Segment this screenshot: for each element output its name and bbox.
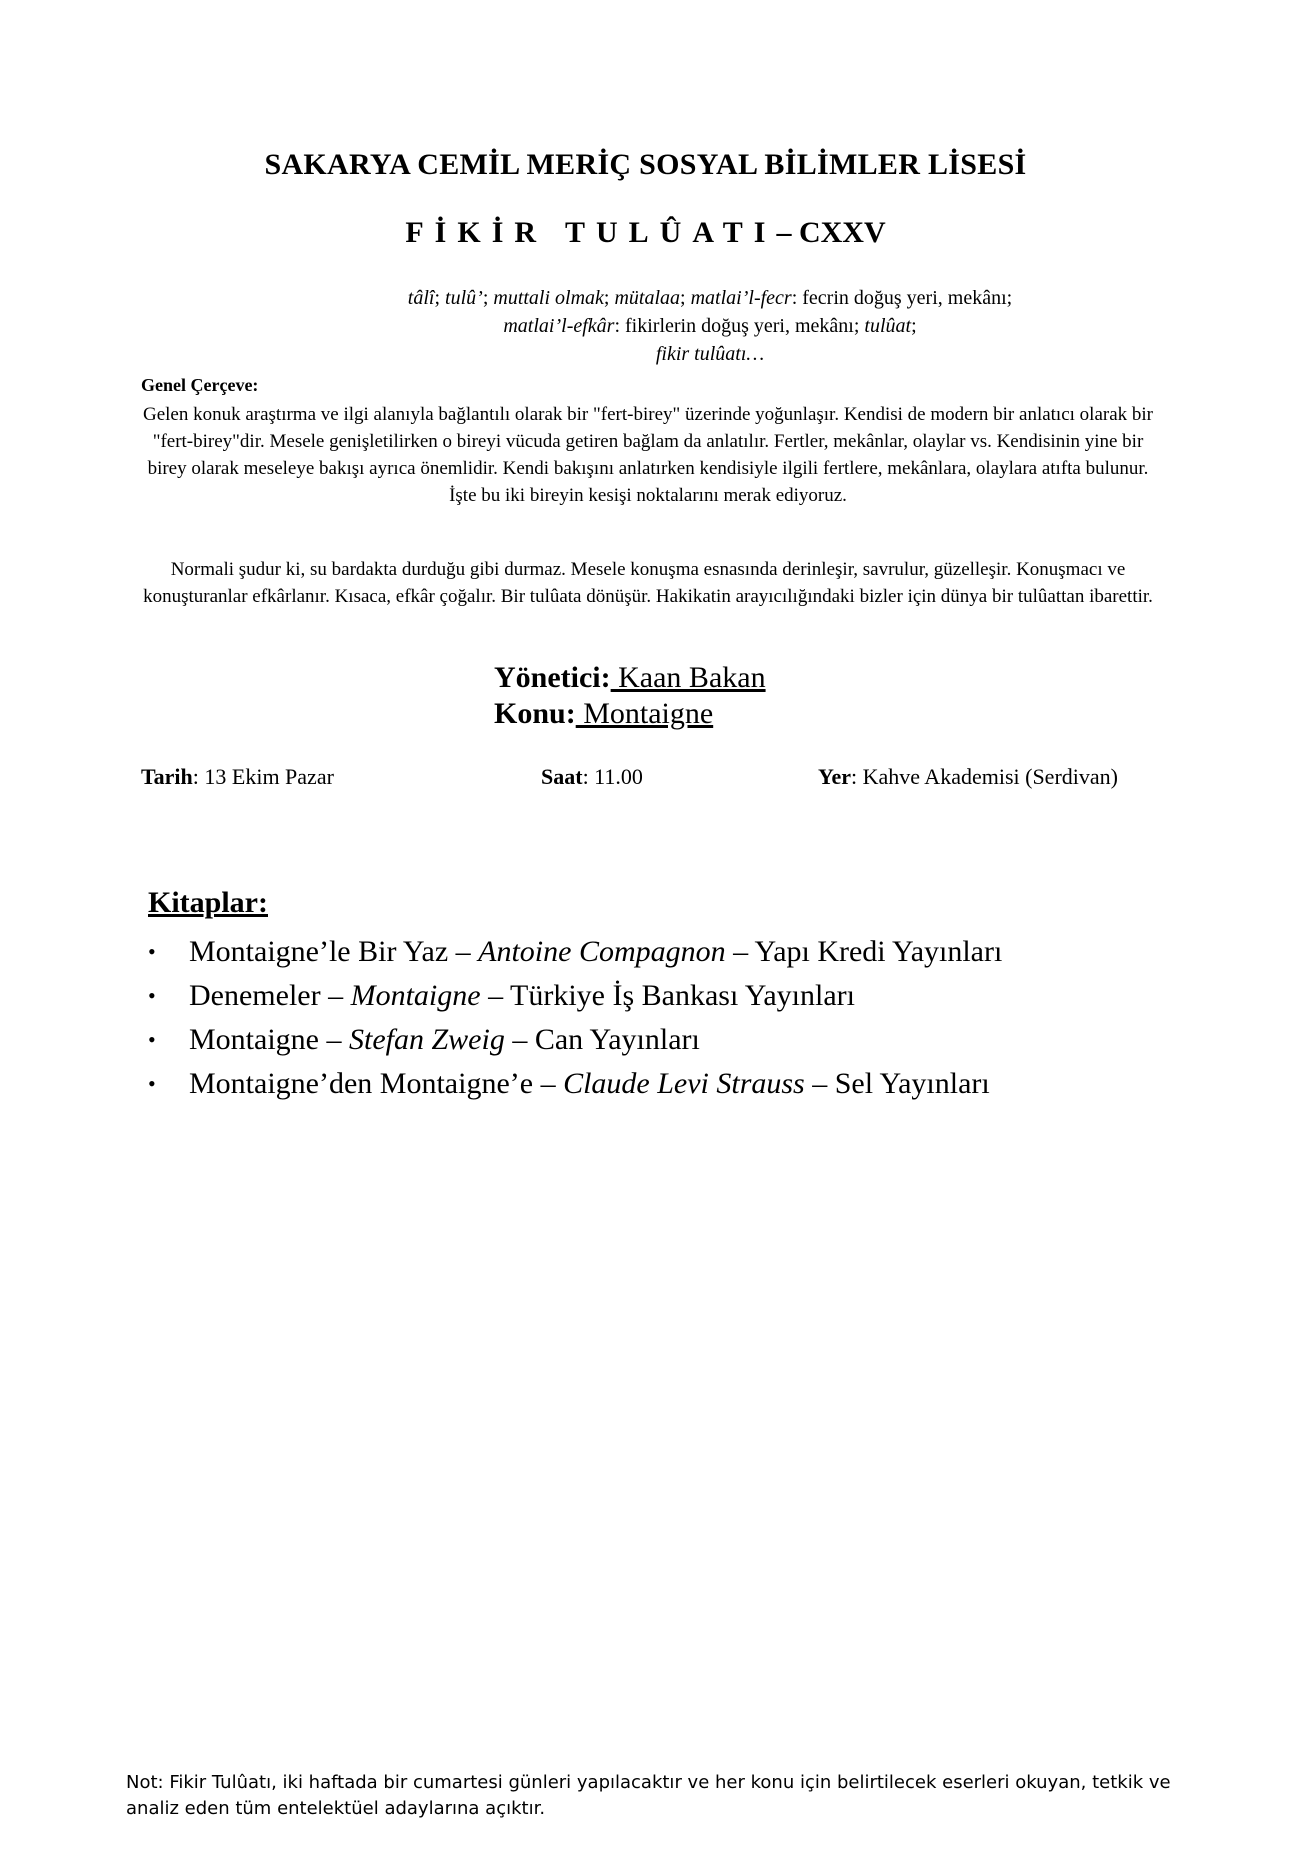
session-place [818,764,1118,790]
definition-line-3 [330,340,1090,368]
bullet-icon: • [148,1027,156,1052]
separator: ; [434,287,446,309]
school-name: SAKARYA CEMİL MERİÇ SOSYAL BİLİMLER LİSESİ [264,148,1027,181]
separator: : fikirlerin doğuş yeri, mekânı; [614,315,865,337]
book-item [148,930,1002,974]
frame-paragraph-1: Gelen konuk araştırma ve ilgi alanıyla bağlantılı olarak bir "fert-birey" üzerinde yoğunlaşır. Kendisi de modern bir anlatıcı olarak bir "fert-birey"dir. Mesele genişletilirken o bireyi vücuda getiren bağlam da anlatılır. Fertler, mekânlar, olaylar vs. Kendisinin yine bir birey olarak meseleye bakışı ayrıca önemlidir. Kendi bakışını anlatırken kendisiyle ilgili fertlere, mekânlara, olaylara atıfta bulunur. İşte bu iki bireyin kesişi noktalarını merak ediyoruz. [142,404,1154,506]
book-title: Montaigne – [189,1023,349,1056]
topic-label: Konu: [494,697,576,730]
series-title [0,216,1291,250]
term: fikir tulûatı… [655,343,765,365]
term: mütalaa [614,287,681,309]
definition-line-1 [330,284,1090,312]
date-label: Tarih [141,764,193,789]
book-title: Montaigne’le Bir Yaz – [189,935,479,968]
bullet-icon: • [148,1071,156,1096]
book-author: Antoine Compagnon [478,935,726,968]
book-author: Claude Levi Strauss [563,1067,805,1100]
time-value: : 11.00 [582,764,643,789]
topic-line [494,696,766,732]
term: tulû’ [445,287,483,309]
book-publisher: – Sel Yayınları [804,1067,990,1100]
frame-paragraph-2: Normali şudur ki, su bardakta durduğu gibi durmaz. Mesele konuşma esnasında derinleşir, savrulur, güzelleşir. Konuşmacı ve konuşturanlar efkârlanır. Kısaca, efkâr çoğalır. Bir tulûata dönüşür. Hakikatin arayıcılığındaki bizler için dünya bir tulûattan ibarettir. [143,559,1153,607]
book-item [148,1018,1002,1062]
separator: ; [911,315,917,337]
separator: ; [680,287,691,309]
place-value: : Kahve Akademisi (Serdivan) [850,764,1118,789]
bullet-icon: • [148,939,156,964]
definition-line-2 [330,312,1090,340]
book-publisher: – Yapı Kredi Yayınları [725,935,1003,968]
book-author: Stefan Zweig [348,1023,505,1056]
book-item [148,974,1002,1018]
term: tulûat [864,315,912,337]
footnote: Not: Fikir Tulûatı, iki haftada bir cumartesi günleri yapılacaktır ve her konu için belirtilecek eserleri okuyan, tetkik ve analiz eden tüm entelektüel adaylarına açıktır. [126,1772,1171,1819]
separator: : fecrin doğuş yeri, mekânı; [791,287,1013,309]
term-definition [330,284,1090,368]
separator: ; [482,287,494,309]
book-title: Denemeler – [189,979,351,1012]
session-details [494,660,766,732]
bullet-icon: • [148,983,156,1008]
separator: ; [603,287,615,309]
moderator-name: Kaan Bakan [610,661,766,694]
moderator-label: Yönetici: [494,661,611,694]
moderator-line [494,660,766,696]
book-list [148,930,1002,1106]
term: matlai’l-efkâr [503,315,615,337]
books-heading: Kitaplar: [148,886,268,919]
session-date [141,764,334,790]
book-author: Montaigne [350,979,481,1012]
term: matlai’l-fecr [690,287,792,309]
book-item [148,1062,1002,1106]
topic-name: Montaigne [575,697,714,730]
place-label: Yer [818,764,851,789]
frame-label: Genel Çerçeve: [141,375,259,395]
series-number: – CXXV [776,216,886,249]
date-value: : 13 Ekim Pazar [192,764,334,789]
book-publisher: – Can Yayınları [504,1023,700,1056]
term: muttali olmak [493,287,604,309]
term: tâlî [407,287,435,309]
book-publisher: – Türkiye İş Bankası Yayınları [480,979,855,1012]
series-name: FİKİR TULÛATI [405,216,777,249]
session-time [541,764,643,790]
book-title: Montaigne’den Montaigne’e – [189,1067,564,1100]
time-label: Saat [541,764,583,789]
